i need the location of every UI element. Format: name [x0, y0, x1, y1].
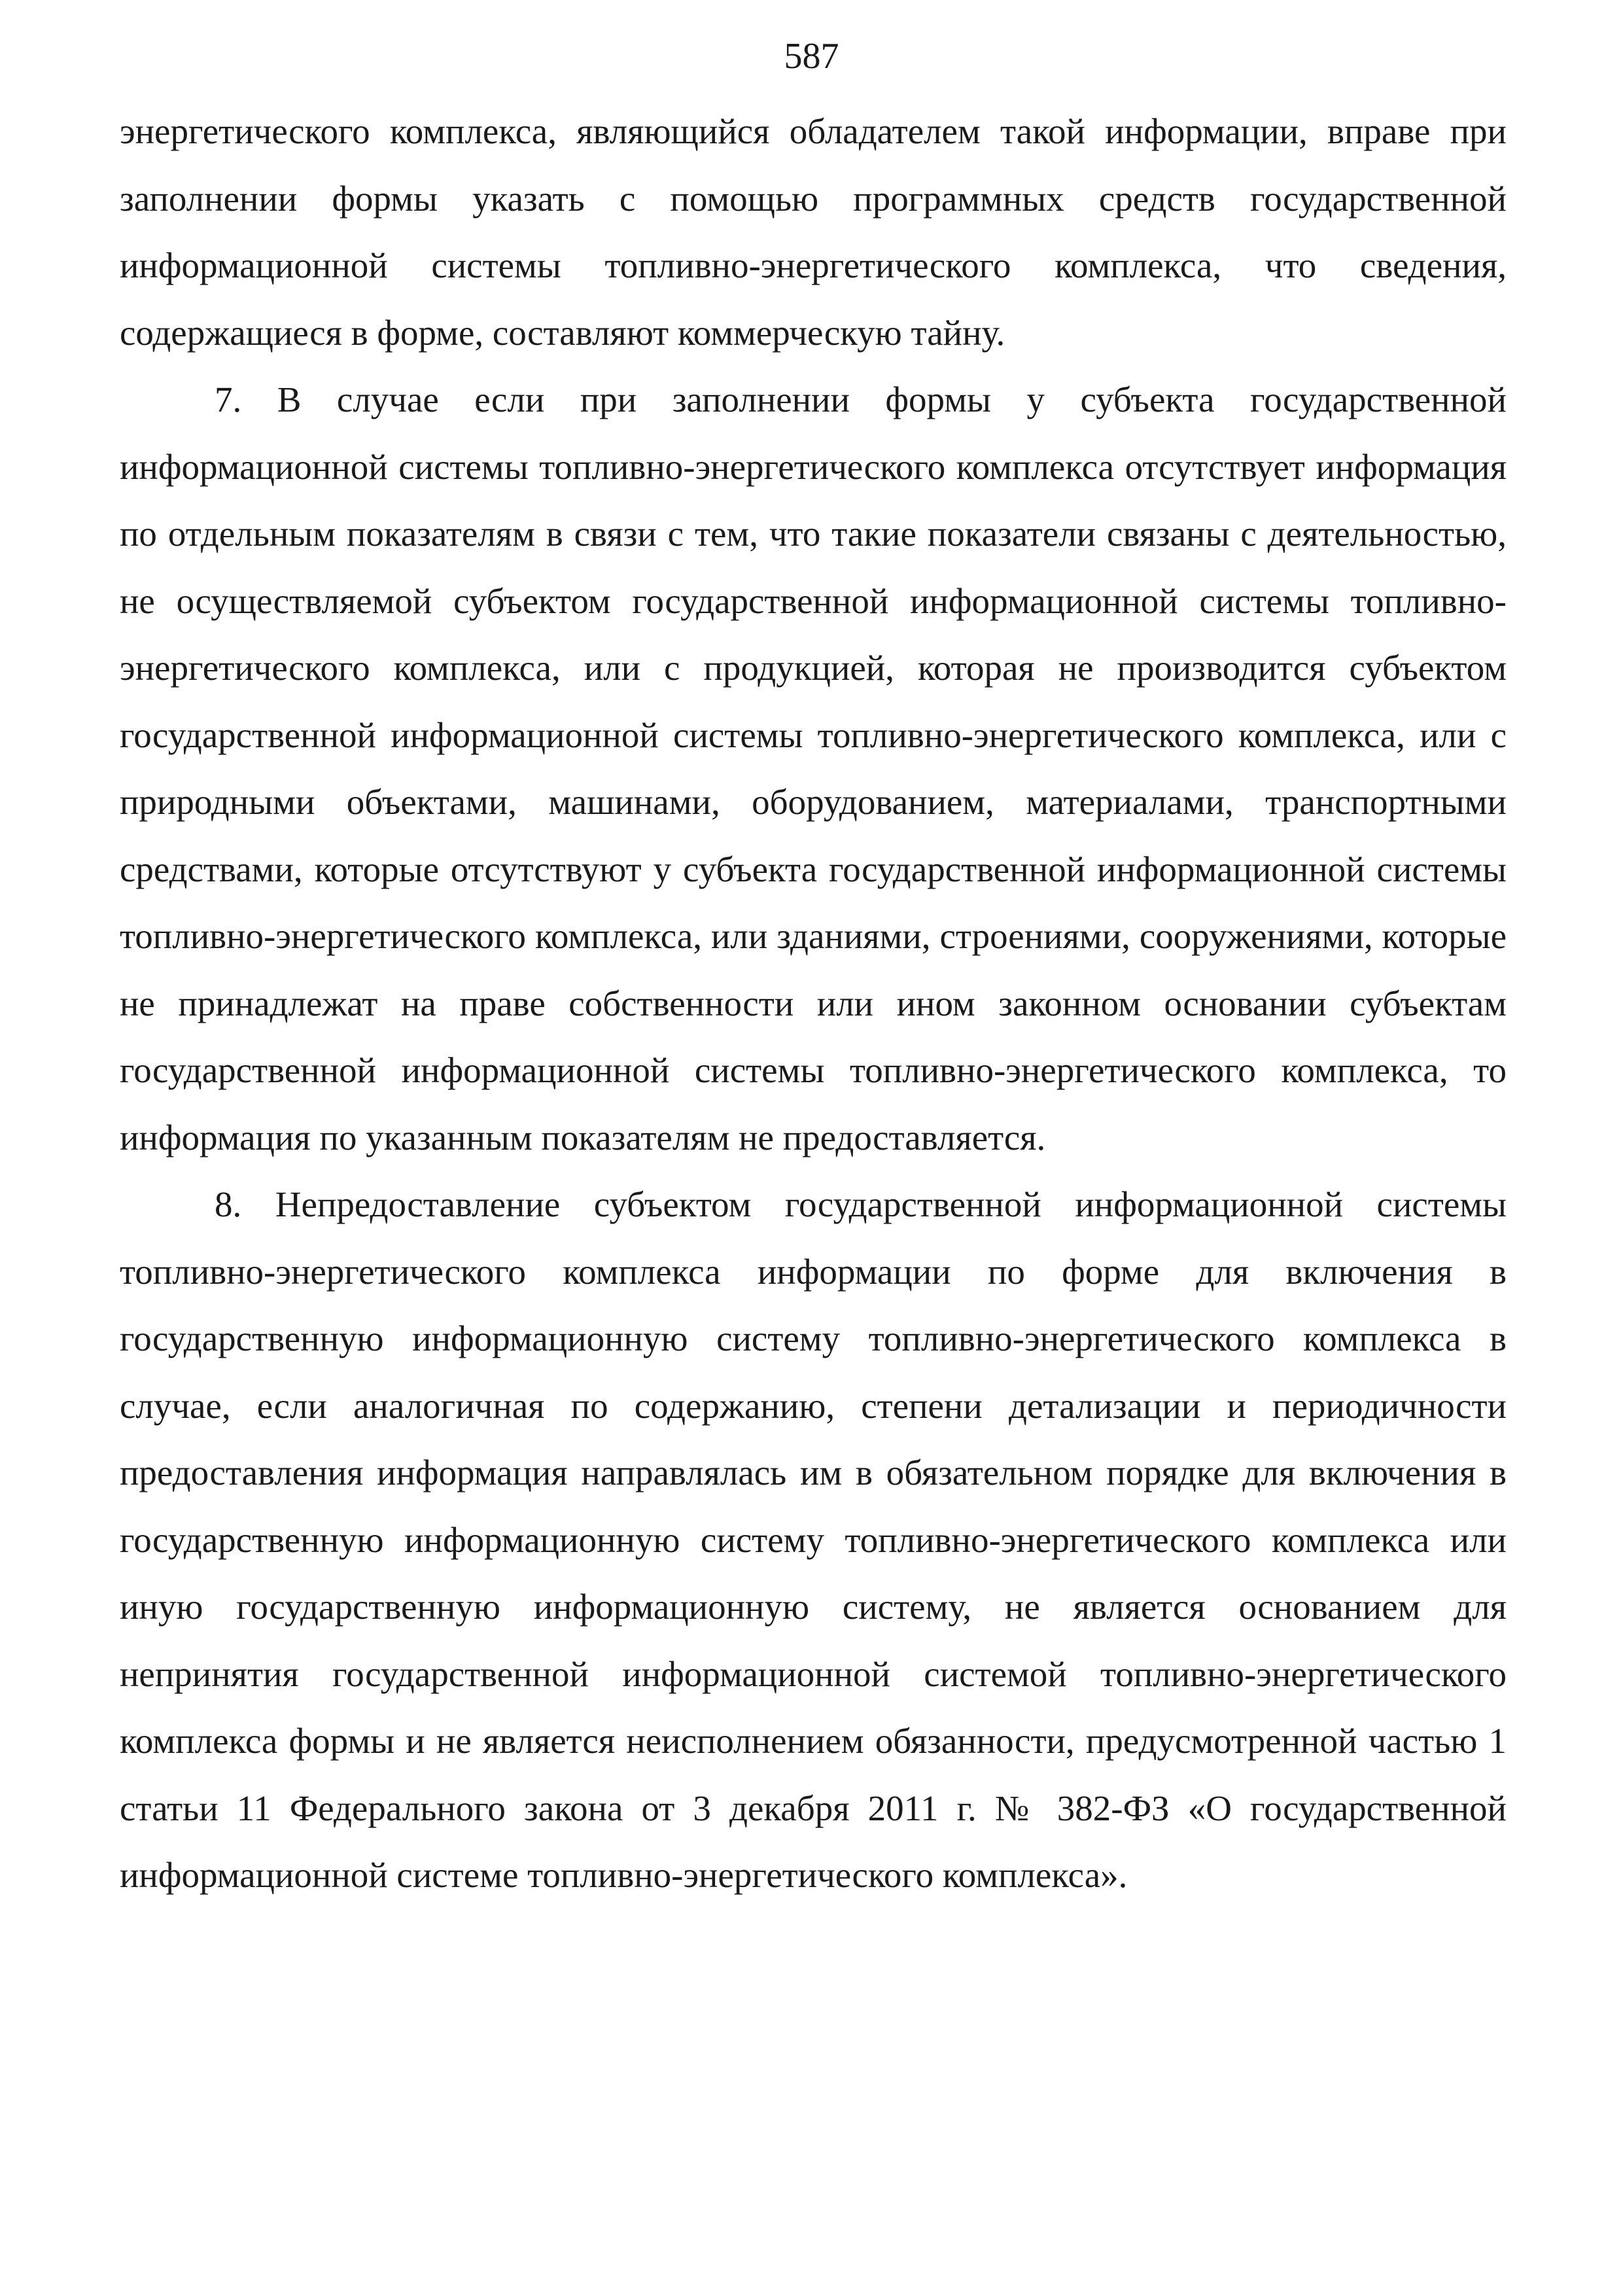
- paragraph-item-8: 8. Непредоставление субъектом государственной информационной системы топливно-энергетического комплекса информации по форме для включения в государственную информационную систему топливно-энергетического комплекса в случае, если аналогичная по содержанию, степени детализации и периодичности предоставления информация направлялась им в обязательном порядке для включения в государственную информационную систему топливно-энергетического комплекса или иную государственную информационную систему, не является основанием для непринятия государственной информационной системой топливно-энергетического комплекса формы и не является неисполнением обязанности, предусмотренной частью 1 статьи 11 Федерального закона от 3 декабря 2011 г. № 382-ФЗ «О государственной информационной системе топливно-энергетического комплекса».: [120, 1184, 1507, 1895]
- paragraph-item-7: 7. В случае если при заполнении формы у субъекта государственной информационной системы топливно-энергетического комплекса отсутствует информация по отдельным показателям в связи с тем, что такие показатели связаны с деятельностью, не осуществляемой субъектом государственной информационной системы топливно-энергетического комплекса, или с продукцией, которая не производится субъектом государственной информационной системы топливно-энергетического комплекса, или с природными объектами, машинами, оборудованием, материалами, транспортными средствами, которые отсутствуют у субъекта государственной информационной системы топливно-энергетического комплекса, или зданиями, строениями, сооружениями, которые не принадлежат на праве собственности или ином законном основании субъектам государственной информационной системы топливно-энергетического комплекса, то информация по указанным показателям не предоставляется.: [120, 380, 1507, 1157]
- document-body: [120, 98, 1507, 1909]
- paragraph-continuation: энергетического комплекса, являющийся обладателем такой информации, вправе при заполнении формы указать с помощью программных средств государственной информационной системы топливно-энергетического комплекса, что сведения, содержащиеся в форме, составляют коммерческую тайну.: [120, 111, 1507, 353]
- page-number: 587: [784, 36, 839, 77]
